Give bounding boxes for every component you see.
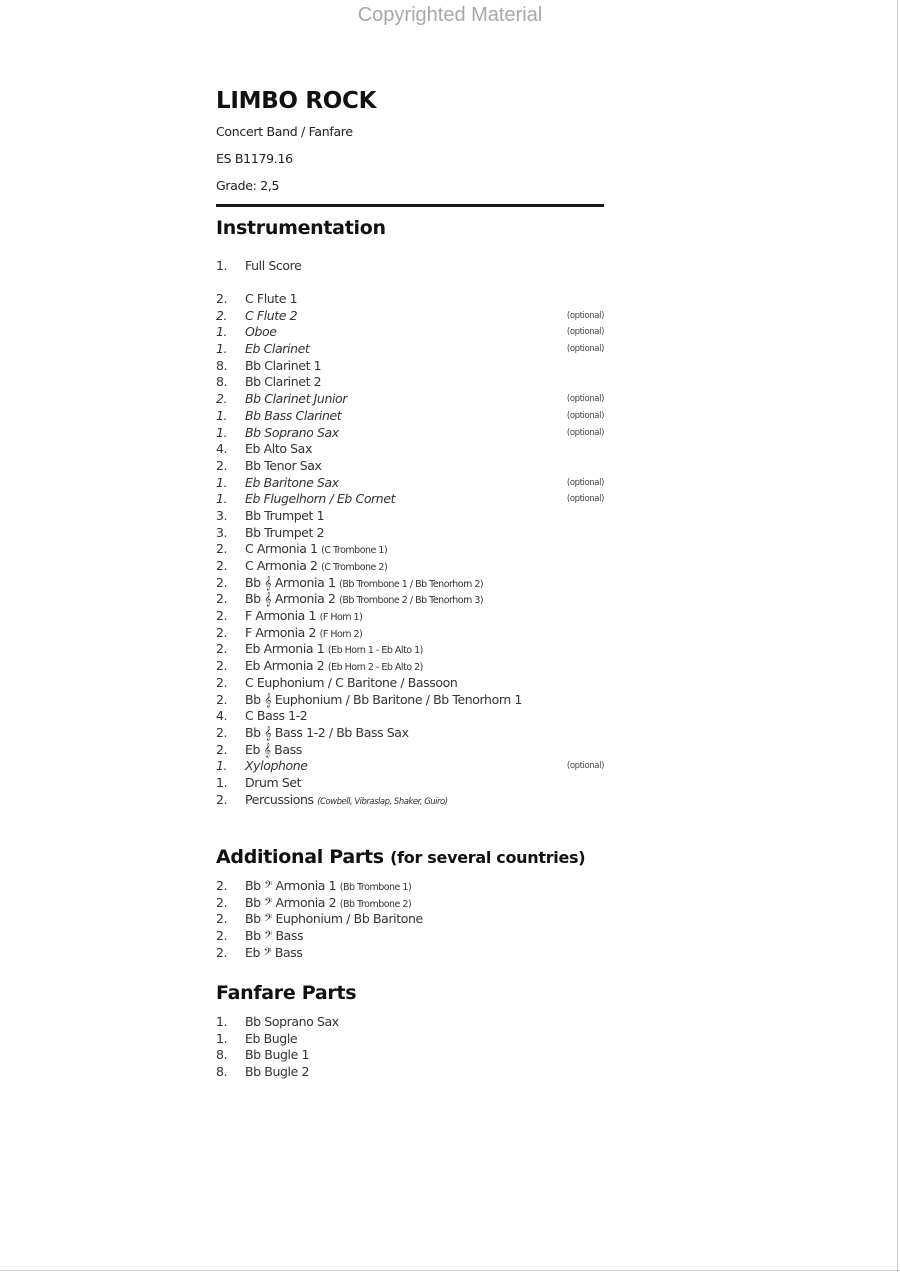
part-label: Bb Clarinet 1 <box>245 357 322 373</box>
part-count: 2. <box>216 944 228 960</box>
part-count: 2. <box>216 878 228 893</box>
list-item <box>216 775 604 792</box>
part-name <box>245 441 312 458</box>
part-note: (Eb Horn 2 - Eb Alto 2) <box>327 662 423 674</box>
part-label: Bb 𝄞 Armonia 1 <box>245 574 336 590</box>
list-item <box>216 491 604 508</box>
list-item <box>216 324 604 341</box>
part-name <box>245 391 347 408</box>
list-item <box>216 458 604 475</box>
part-label: C Euphonium / C Baritone / Bassoon <box>245 674 458 690</box>
part-count: 2. <box>216 691 228 707</box>
part-count: 2. <box>216 928 228 944</box>
part-count: 2. <box>216 641 228 657</box>
part-count: 2. <box>216 658 228 674</box>
additional-parts-title: Additional Parts <box>216 846 384 868</box>
optional-label: (optional) <box>566 427 604 438</box>
part-note: (Cowbell, Vibraslap, Shaker, Guiro) <box>317 796 448 807</box>
part-label: Eb 𝄢 Bass <box>245 944 303 960</box>
part-count: 2. <box>216 541 228 557</box>
part-count: 1. <box>216 474 228 490</box>
fanfare-parts-list <box>216 1014 604 1081</box>
additional-parts-list <box>216 878 604 961</box>
list-item <box>216 928 604 945</box>
part-name <box>245 742 302 759</box>
part-count: 3. <box>216 524 228 540</box>
part-name <box>245 1064 309 1081</box>
part-count: 1. <box>216 491 228 507</box>
part-name <box>245 425 339 442</box>
part-label: F Armonia 2 <box>245 624 317 640</box>
part-count: 2. <box>216 741 228 757</box>
optional-label: (optional) <box>566 477 604 488</box>
part-count: 2. <box>216 894 228 910</box>
part-name <box>245 775 301 792</box>
list-item <box>216 641 604 658</box>
part-count: 2. <box>216 391 228 407</box>
optional-label: (optional) <box>566 394 604 405</box>
part-count: 2. <box>216 307 228 323</box>
list-item <box>216 408 604 425</box>
list-item <box>216 625 604 642</box>
part-label: Bb 𝄞 Euphonium / Bb Baritone / Bb Tenorhorn 1 <box>245 691 522 707</box>
part-note: (Eb Horn 1 - Eb Alto 1) <box>327 645 423 657</box>
list-item <box>216 1014 604 1031</box>
part-name <box>245 491 395 508</box>
part-count: 2. <box>216 724 228 740</box>
list-item-full-score <box>216 258 604 275</box>
part-count: 2. <box>216 674 228 690</box>
part-label: Bb Trumpet 1 <box>245 507 325 523</box>
part-count: 1. <box>216 1030 228 1046</box>
part-count: 2. <box>216 574 228 590</box>
fanfare-parts-heading: Fanfare Parts <box>216 982 357 1004</box>
part-label: C Flute 1 <box>245 291 298 306</box>
part-name <box>245 525 324 542</box>
optional-label: (optional) <box>566 761 604 772</box>
part-name <box>245 708 307 725</box>
list-item <box>216 658 604 675</box>
part-label: Bb Clarinet 2 <box>245 374 322 390</box>
part-count: 8. <box>216 1064 228 1080</box>
part-note: (F Horn 2) <box>319 628 363 640</box>
part-label: Bb Bass Clarinet <box>245 407 342 423</box>
list-item <box>216 541 604 558</box>
part-name <box>245 928 303 945</box>
part-label: Bb 𝄢 Armonia 2 <box>245 894 337 910</box>
list-item <box>216 591 604 608</box>
additional-parts-heading <box>216 846 585 868</box>
part-label: Bb Soprano Sax <box>245 424 339 440</box>
part-count: 2. <box>216 791 228 807</box>
part-label: Eb 𝄞 Bass <box>245 741 302 757</box>
instrumentation-sheet <box>216 88 604 1080</box>
part-name <box>245 792 448 811</box>
part-name <box>245 725 409 742</box>
part-count: 1. <box>216 1014 228 1029</box>
page-edge-bottom <box>0 1270 900 1271</box>
part-count: 3. <box>216 507 228 523</box>
optional-label: (optional) <box>566 327 604 338</box>
ensemble-type: Concert Band / Fanfare <box>216 124 353 139</box>
list-item <box>216 945 604 962</box>
part-label: Eb Baritone Sax <box>245 474 339 490</box>
part-label: Xylophone <box>245 758 308 774</box>
list-item <box>216 341 604 358</box>
part-count: 1. <box>216 324 228 340</box>
list-item <box>216 675 604 692</box>
part-note: (Bb Trombone 2) <box>339 898 412 910</box>
part-name <box>245 324 277 341</box>
part-count: 2. <box>216 558 228 573</box>
additional-parts-qualifier: (for several countries) <box>390 848 586 867</box>
part-note: (Bb Trombone 2 / Bb Tenorhorn 3) <box>339 595 484 607</box>
part-count: 1. <box>216 774 228 790</box>
list-item <box>216 692 604 709</box>
part-count: 1. <box>216 407 228 423</box>
list-item <box>216 575 604 592</box>
list-item <box>216 475 604 492</box>
part-note: (Bb Trombone 1 / Bb Tenorhorn 2) <box>339 578 484 590</box>
grade-level: Grade: 2,5 <box>216 178 280 193</box>
list-item <box>216 911 604 928</box>
part-label: Bb Trumpet 2 <box>245 524 325 540</box>
list-item <box>216 291 604 308</box>
instrumentation-heading: Instrumentation <box>216 217 386 239</box>
catalog-number: ES B1179.16 <box>216 151 293 166</box>
part-name <box>245 408 341 425</box>
part-label: Bb 𝄞 Bass 1-2 / Bb Bass Sax <box>245 724 409 740</box>
part-label: Percussions <box>245 791 314 807</box>
optional-label: (optional) <box>566 494 604 505</box>
part-label: Oboe <box>245 324 277 340</box>
part-count: 1. <box>216 258 228 273</box>
part-name <box>245 692 522 709</box>
part-count: 2. <box>216 911 228 927</box>
optional-label: (optional) <box>566 310 604 321</box>
part-count: 4. <box>216 441 228 457</box>
list-item <box>216 742 604 759</box>
part-name <box>245 475 339 492</box>
part-label: Eb Clarinet <box>245 341 310 357</box>
full-score-list <box>216 258 604 275</box>
part-count: 1. <box>216 341 228 357</box>
part-name <box>245 508 324 525</box>
part-label: Bb Clarinet Junior <box>245 391 348 407</box>
list-item <box>216 358 604 375</box>
part-count: 2. <box>216 608 228 624</box>
list-item <box>216 425 604 442</box>
instrument-list <box>216 291 604 808</box>
part-count: 2. <box>216 624 228 640</box>
part-name <box>245 291 297 308</box>
part-label: C Armonia 2 <box>245 558 318 573</box>
optional-label: (optional) <box>566 410 604 421</box>
list-item <box>216 708 604 725</box>
part-name <box>245 1047 309 1064</box>
list-item <box>216 374 604 391</box>
list-item <box>216 558 604 575</box>
part-label: Eb Alto Sax <box>245 441 312 457</box>
part-label: Bb 𝄢 Euphonium / Bb Baritone <box>245 911 423 927</box>
part-note: (C Trombone 1) <box>321 545 388 557</box>
list-item <box>216 508 604 525</box>
part-count: 8. <box>216 357 228 373</box>
part-name <box>245 675 457 692</box>
part-count: 2. <box>216 457 228 473</box>
watermark: Copyrighted Material <box>357 4 543 26</box>
part-name <box>245 945 302 962</box>
part-label: C Armonia 1 <box>245 541 318 557</box>
part-name <box>245 308 297 325</box>
list-item <box>216 1047 604 1064</box>
page-edge-right <box>897 0 898 1272</box>
part-note: (F Horn 1) <box>319 612 363 624</box>
part-label: Eb Flugelhorn / Eb Cornet <box>245 491 396 507</box>
part-count: 1. <box>216 424 228 440</box>
part-name <box>245 358 321 375</box>
list-item <box>216 758 604 775</box>
part-label: Bb 𝄢 Bass <box>245 928 304 944</box>
part-label: Bb 𝄢 Armonia 1 <box>245 878 337 893</box>
part-name <box>245 374 321 391</box>
part-count: 2. <box>216 291 228 306</box>
part-name <box>245 1014 339 1031</box>
part-label: Bb Bugle 1 <box>245 1047 310 1063</box>
list-item <box>216 895 604 912</box>
part-count: 8. <box>216 1047 228 1063</box>
list-item <box>216 792 604 809</box>
part-count: 1. <box>216 758 228 774</box>
list-item <box>216 725 604 742</box>
list-item <box>216 308 604 325</box>
part-count: 4. <box>216 708 228 724</box>
part-label: Eb Bugle <box>245 1030 298 1046</box>
list-item <box>216 878 604 895</box>
list-item <box>216 525 604 542</box>
part-name <box>245 911 423 928</box>
part-label: Eb Armonia 1 <box>245 641 325 657</box>
part-label: Drum Set <box>245 774 302 790</box>
part-label: Bb Soprano Sax <box>245 1014 339 1029</box>
part-label: F Armonia 1 <box>245 608 317 624</box>
list-item <box>216 441 604 458</box>
piece-title: LIMBO ROCK <box>216 88 377 114</box>
part-label: Bb 𝄞 Armonia 2 <box>245 591 336 607</box>
title-divider <box>216 204 604 207</box>
list-item <box>216 608 604 625</box>
part-note: (C Trombone 2) <box>321 562 388 573</box>
part-note: (Bb Trombone 1) <box>339 882 412 893</box>
part-count: 8. <box>216 374 228 390</box>
part-label: C Bass 1-2 <box>245 708 308 724</box>
part-name <box>245 458 322 475</box>
list-item <box>216 391 604 408</box>
part-count: 2. <box>216 591 228 607</box>
part-name <box>245 341 309 358</box>
part-name <box>245 1031 297 1048</box>
list-item <box>216 1031 604 1048</box>
part-name <box>245 758 308 775</box>
part-label: Eb Armonia 2 <box>245 658 325 674</box>
part-name: Full Score <box>245 258 302 273</box>
part-label: Bb Bugle 2 <box>245 1064 310 1080</box>
part-label: C Flute 2 <box>245 307 298 323</box>
optional-label: (optional) <box>566 344 604 355</box>
part-label: Bb Tenor Sax <box>245 457 322 473</box>
list-item <box>216 1064 604 1081</box>
